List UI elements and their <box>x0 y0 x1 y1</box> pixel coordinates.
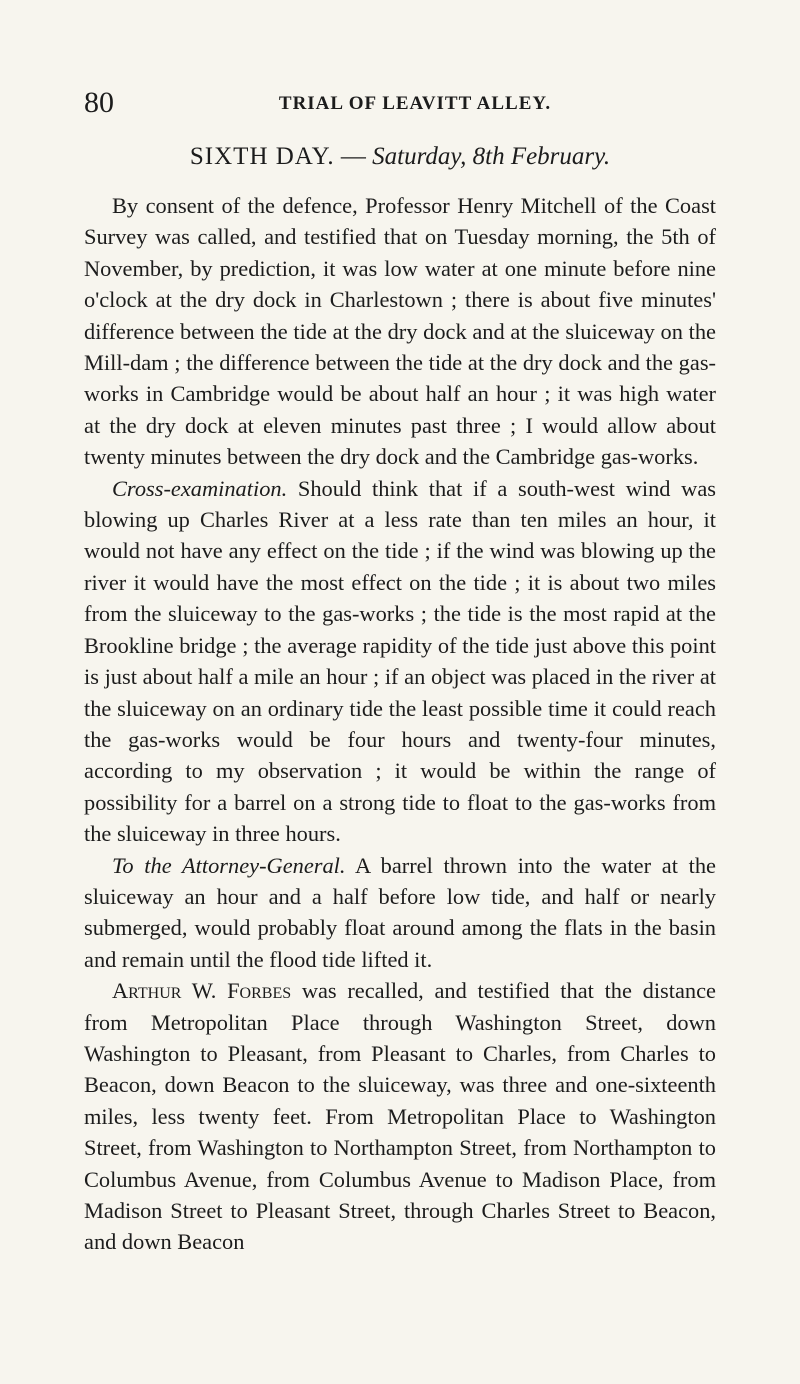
paragraph-text: was recalled, and testified that the distance from Metropolitan Place through Washington Street, down Washington to Pleasant, from Pleasant to Charles, from Charles to Beacon, down Beacon to the sluiceway, was three and one-sixteenth miles, less twenty feet. From Metropolitan Place to Washington Street, from Washington to Northampton Street, from Northampton to Columbus Avenue, from Columbus Avenue to Madison Place, from Madison Street to Pleasant Street, through Charles Street to Beacon, and down Beacon <box>84 978 716 1255</box>
witness-name: Arthur W. Forbes <box>112 978 292 1004</box>
heading-dash: — <box>334 143 373 170</box>
day-heading <box>84 140 716 174</box>
paragraph-text: A barrel thrown into the water at the sluiceway an hour and a half before low tide, and half or nearly submerged, would probably float around among the flats in the basin and remain until the flood tide lifted it. <box>84 852 716 972</box>
paragraph-testimony-forbes <box>84 975 716 1258</box>
paragraph-cross-examination <box>84 473 716 850</box>
body-text <box>84 190 716 1258</box>
paragraph-testimony-mitchell <box>84 190 716 473</box>
paragraph-text: Should think that if a south-west wind was blowing up Charles River at a less rate than ten miles an hour, it would not have any effect on the tide ; if the wind was blowing up the river it would have the most effect on the tide ; it is about two miles from the sluiceway to the gas-works ; the tide is the most rapid at the Brookline bridge ; the average rapidity of the tide just above this point is just about half a mile an hour ; if an object was placed in the river at the sluiceway on an ordinary tide the least possible time it could reach the gas-works would be four hours and twenty-four minutes, according to my observation ; it would be within the range of possibility for a barrel on a strong tide to float to the gas-works from the sluiceway in three hours. <box>84 475 716 847</box>
day-date: Saturday, 8th February. <box>372 143 611 170</box>
paragraph-attorney-general <box>84 850 716 976</box>
paragraph-lead: Cross-examination. <box>112 475 288 501</box>
paragraph-lead: To the Attorney-General. <box>112 852 346 878</box>
running-head <box>84 86 716 120</box>
running-title: TRIAL OF LEAVITT ALLEY. <box>278 93 552 114</box>
day-label: SIXTH DAY. <box>189 143 335 170</box>
page-number: 80 <box>84 86 114 119</box>
paragraph-text: By consent of the defence, Professor Henry Mitchell of the Coast Survey was called, and testified that on Tuesday morning, the 5th of November, by prediction, it was low water at one minute before nine o'clock at the dry dock in Charlestown ; there is about five minutes' difference between the tide at the dry dock and at the sluiceway on the Mill-dam ; the difference between the tide at the dry dock and the gas-works in Cambridge would be about half an hour ; it was high water at the dry dock at eleven minutes past three ; I would allow about twenty minutes between the dry dock and the Cambridge gas-works. <box>84 193 716 470</box>
